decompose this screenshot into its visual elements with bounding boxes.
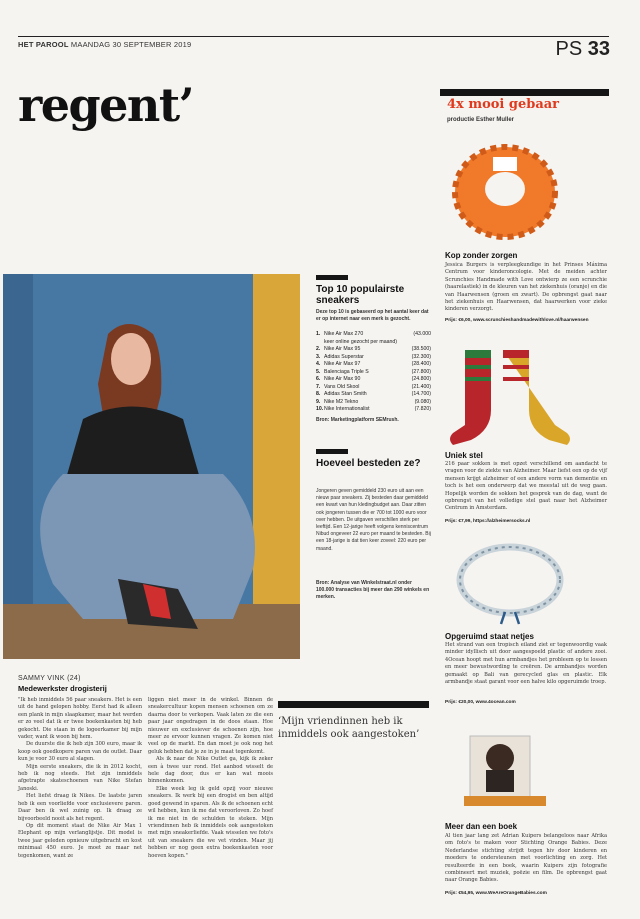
top10-list [316,331,431,414]
page-num: 33 [587,38,610,60]
list-item: 5. Balenciaga Triple S (27.800) [316,368,431,375]
article-column-2: liggen niet meer in de winkel. Binnen de sneakercultuur kopen mensen schoenen om ze daarna door te verkopen. Vaak laten ze die een paar jaar ongedragen in de doos staan. Hoe nieuwer en exclusiever de schoenen zijn, hoe meer ze ervoor kunnen vragen. Ze komen niet veel op de markt. En dan moet je ook nog het geluk hebben dat je ze in je maat tegenkomt. Als ik naar de Nike Outlet ga, kijk ik zeker een à twee uur rond. Het aanbod wisselt de hele dag door, dus er kan wat moois binnenkomen. Elke week leg ik geld opzij voor nieuwe sneakers. Ik werk bij een drogist en ben altijd goed gewend in sparen. Als ik de schoenen echt wil hebben, kun ik me dat veroorloven. Zo hoef ik me niet in de schulden te steken. Mijn vriendinnen heb ik inmiddels ook aangestoken met mijn sneakerliefde. Vaak wisselen we foto's uit van sneakers die we vet vinden. Maar jij hebben er nog geen extra boekenkasten voor hoeven kopen." [148,697,273,859]
list-item: 10. Nike Internationalist (7.820) [316,406,431,412]
bracelet-image [450,540,570,625]
section-label: PS [555,38,583,60]
page-number [556,38,611,61]
item4-price: Prijs: €54,95, www.WeAreOrangeBabies.com [445,891,547,896]
list-item: 6. Nike Air Max 90 (24.800) [316,376,431,382]
list-item: 8. Adidas Stan Smith (14.700) [316,391,431,397]
list-item: 9. Nike M2 Tekno (9.080) [316,398,431,405]
spend-source: Bron: Analyse van Winkelstraat.nl onder 100.000 transacties bij meer dan 290 winkels en merken. [316,580,430,601]
top10-intro: Deze top 10 is gebaseerd op het aantal keer dat er op internet naar een merk is gezocht. [316,309,429,323]
portrait-photo [3,274,300,659]
list-item: 2. Nike Air Max 95 (38.500) [316,346,431,352]
person-role: Medewerkster drogisterij [18,684,107,693]
list-item: keer online gezocht per maand) [324,338,397,345]
pull-quote: ‘Mijn vriendinnen heb ik inmiddels ook aangestoken’ [278,716,420,740]
spend-bar [316,449,348,454]
article-column-1: "Ik heb inmiddels 56 paar sneakers. Het is een uit de hand gelopen hobby. Eerst had ik alleen een plank in mijn slaapkamer, maar het werden er zo veel dat ik er twee boekenkasten bij heb gekocht. Die staan in de logeerkamer bij mijn vader, want ik woon bij hem. De duurste die ik heb zijn 300 euro, maar ik koop ook goedkopere paren van de outlet. Daar kun je voor 30 euro al slagen. Mijn eerste sneakers, die ik in 2012 kocht, heb ik nog steeds. Het zijn inmiddels afgetrapte skateschoenen van Nike Stefan Janoski. Het liefst draag ik Nikes. De laatste jaren heb ik een voorliefde voor exclusievere paren. Daar ben ik wel zuinig op. Ik draag ze bijvoorbeeld nooit als het regent. Op dit moment staat de Nike Air Max 1 Elephant op mijn verlanglijstje. Dit model is twee jaar geleden opnieuw uitgebracht en kost minimaal 450 euro. Je moet ze maar net tegenkomen, want ze [18,697,142,859]
scrunchie-image [445,137,565,245]
item4-text: Al tien jaar lang zet Adrian Kuipers belangeloos naar Afrika om foto's te maken voor Stichting Orange Babies. Deze Nederlandse stichting strijdt tegen hiv door kinderen en moeders te ondersteunen met voorlichting en zorg. Het resulteerde in een boek, waarin Kuipers zijn fotografie combineert met muziek, poëzie en film. De opbrengst gaat naar Orange Babies. [445,833,607,884]
item2-price: Prijs: €7,99, https://alzheimersocks.nl [445,519,531,524]
top-rule [18,36,609,37]
list-item: 1. Nike Air Max 270 (43.000 [316,331,431,337]
item1-price: Prijs: €6,00, www.scrunchieshandmadewithlove.nl/haarwensen [445,318,589,323]
top10-bar [316,275,348,280]
right-header-bar [440,89,609,96]
socks-image [445,345,575,450]
item1-title: Kop zonder zorgen [445,251,518,260]
issue-date: MAANDAG 30 SEPTEMBER 2019 [70,40,192,49]
list-item: 3. Adidas Superstar (32.300) [316,353,431,360]
portrait-illustration [3,274,300,659]
quote-bar [278,701,429,708]
top10-source: Bron: Marketingplatform SEMrush. [316,417,399,423]
list-item: 4. Nike Air Max 97 (28.400) [316,361,431,367]
spend-title: Hoeveel besteden ze? [316,458,421,469]
right-byline: productie Esther Muller [447,117,515,123]
item1-text: Jessica Burgers is verpleegkundige in het Prinses Máxima Centrum voor kinderoncologie. Met de meiden achter Scrunchies Handmade with Love ontwierp ze een scrunchie (haarelastiek) in de kleuren van het ziekenhuis (oranje) en die van Haarwensen (groen en zwart). De opbrengst gaat naar het ziekenhuis en Haarwensen, dat haarwerken voor zieke kinderen verzorgt. [445,262,607,313]
item2-text: 216 paar sokken is met opzet verschillend om aandacht te vragen voor de ziekte van Alzheimer. Maar liefst een op de vijf mensen krijgt alzheimer of een andere vorm van dementie en toch is het een onderwerp dat we meestal uit de weg gaan. Hopelijk worden de sokken het gesprek van de dag, want de opbrengst van het volledige stel gaat naar het Alzheimer Centrum in Amsterdam. [445,461,607,512]
person-name: SAMMY VINK (24) [18,675,81,682]
spend-text: Jongeren geven gemiddeld 230 euro uit aan een nieuw paar sneakers. Zij besteden daar gemiddeld een kwart van hun kledingbudget aan. Daar zitten ook jongeren tussen die er 700 tot 1000 euro voor over hebben. De uitgaven verschillen sterk per leeftijd. Een 12-jarige heeft volgens kenniscentrum Nibud ongeveer 22 euro per maand te besteden. Bij een 18-jarige is dat tien keer zoveel: 220 euro per maand. [316,488,431,552]
item3-text: Het strand van een tropisch eiland ziet er tegenwoordig vaak minder idyllisch uit door aangespoeld plastic of andere zooi. 4Ocean hoopt met hun armbandjes het probleem op te lossen en meer bewustwording te creëren. De armbandjes worden gemaakt op Bali van gerecycled glas en plastic. Elk armbandje staat garant voor een halve kilo opgeruimde troep. [445,642,607,686]
book-image [460,726,550,818]
masthead [18,40,191,49]
page-title: regent’ [18,78,194,132]
item4-title: Meer dan een boek [445,822,518,831]
item3-price: Prijs: €20,00, www.4ocean.com [445,700,516,705]
right-section-title: 4x mooi gebaar [447,97,560,112]
list-item: 7. Vans Old Skool (21.400) [316,383,431,390]
item3-title: Opgeruimd staat netjes [445,632,534,641]
paper-name: HET PAROOL [18,40,69,49]
top10-title: Top 10 populairste sneakers [316,284,405,306]
item2-title: Uniek stel [445,451,483,460]
